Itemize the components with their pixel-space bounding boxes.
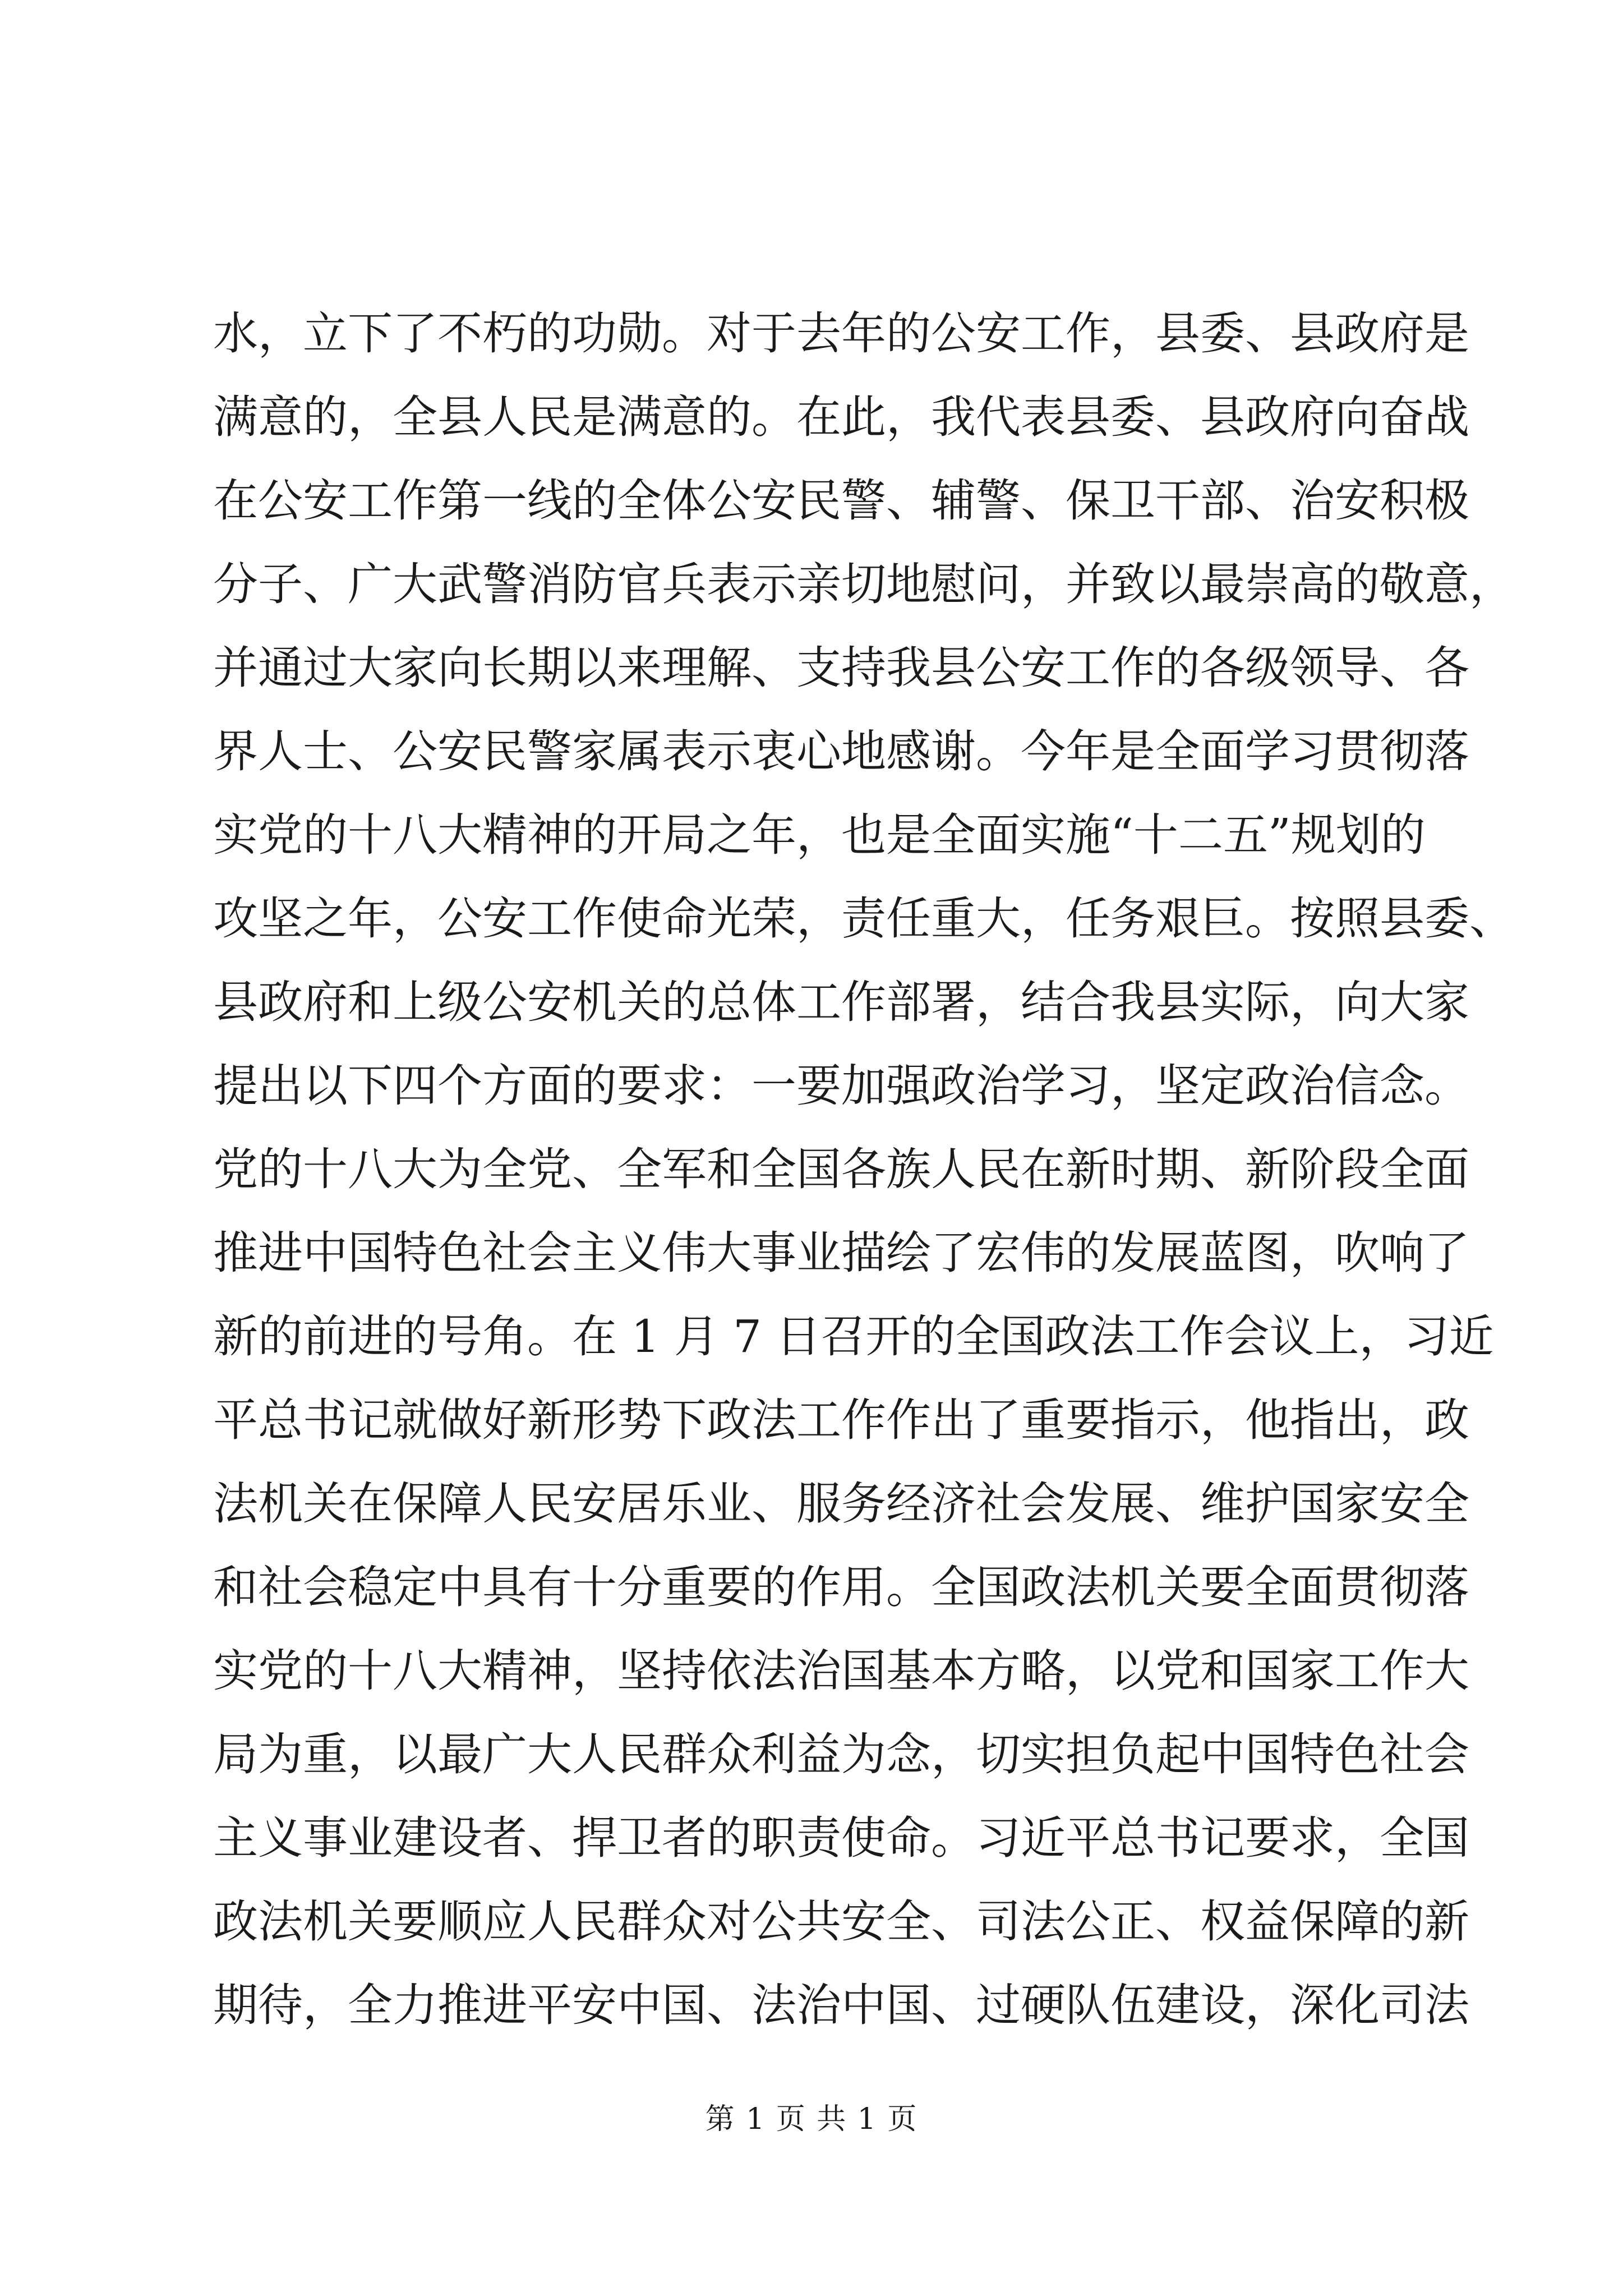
text-line: 攻坚之年，公安工作使命光荣，责任重大，任务艰巨。按照县委、: [213, 892, 1514, 945]
text-line: 平总书记就做好新形势下政法工作作出了重要指示，他指出，政: [213, 1394, 1469, 1446]
text-line: 实党的十八大精神，坚持依法治国基本方略，以党和国家工作大: [213, 1645, 1469, 1697]
text-line: 局为重，以最广大人民群众利益为念，切实担负起中国特色社会: [213, 1728, 1469, 1780]
text-line: 新的前进的号角。在 1 月 7 日召开的全国政法工作会议上，习近: [213, 1310, 1494, 1363]
text-line: 县政府和上级公安机关的总体工作部署，结合我县实际，向大家: [213, 976, 1469, 1028]
page-footer: 第 1 页 共 1 页: [705, 2102, 918, 2136]
text-line: 并通过大家向长期以来理解、支持我县公安工作的各级领导、各: [213, 642, 1469, 694]
body-text: [213, 292, 1514, 2047]
text-line: 政法机关要顺应人民群众对公共安全、司法公正、权益保障的新: [213, 1895, 1469, 1948]
text-line: 主义事业建设者、捍卫者的职责使命。习近平总书记要求，全国: [213, 1812, 1469, 1864]
text-line: 在公安工作第一线的全体公安民警、辅警、保卫干部、治安积极: [213, 475, 1469, 527]
text-line: 水，立下了不朽的功勋。对于去年的公安工作，县委、县政府是: [213, 307, 1469, 360]
text-line: 实党的十八大精神的开局之年，也是全面实施“十二五”规划的: [213, 809, 1426, 861]
text-line: 界人士、公安民警家属表示衷心地感谢。今年是全面学习贯彻落: [213, 725, 1469, 777]
text-line: 期待，全力推进平安中国、法治中国、过硬队伍建设，深化司法: [213, 1979, 1469, 2031]
text-line: 党的十八大为全党、全军和全国各族人民在新时期、新阶段全面: [213, 1143, 1469, 1195]
text-line: 满意的，全县人民是满意的。在此，我代表县委、县政府向奋战: [213, 391, 1469, 443]
text-line: 法机关在保障人民安居乐业、服务经济社会发展、维护国家安全: [213, 1478, 1469, 1530]
text-line: 和社会稳定中具有十分重要的作用。全国政法机关要全面贯彻落: [213, 1561, 1469, 1613]
text-line: 提出以下四个方面的要求：一要加强政治学习，坚定政治信念。: [213, 1060, 1469, 1112]
text-line: 分子、广大武警消防官兵表示亲切地慰问，并致以最崇高的敬意，: [213, 558, 1514, 610]
text-line: 推进中国特色社会主义伟大事业描绘了宏伟的发展蓝图，吹响了: [213, 1227, 1469, 1279]
